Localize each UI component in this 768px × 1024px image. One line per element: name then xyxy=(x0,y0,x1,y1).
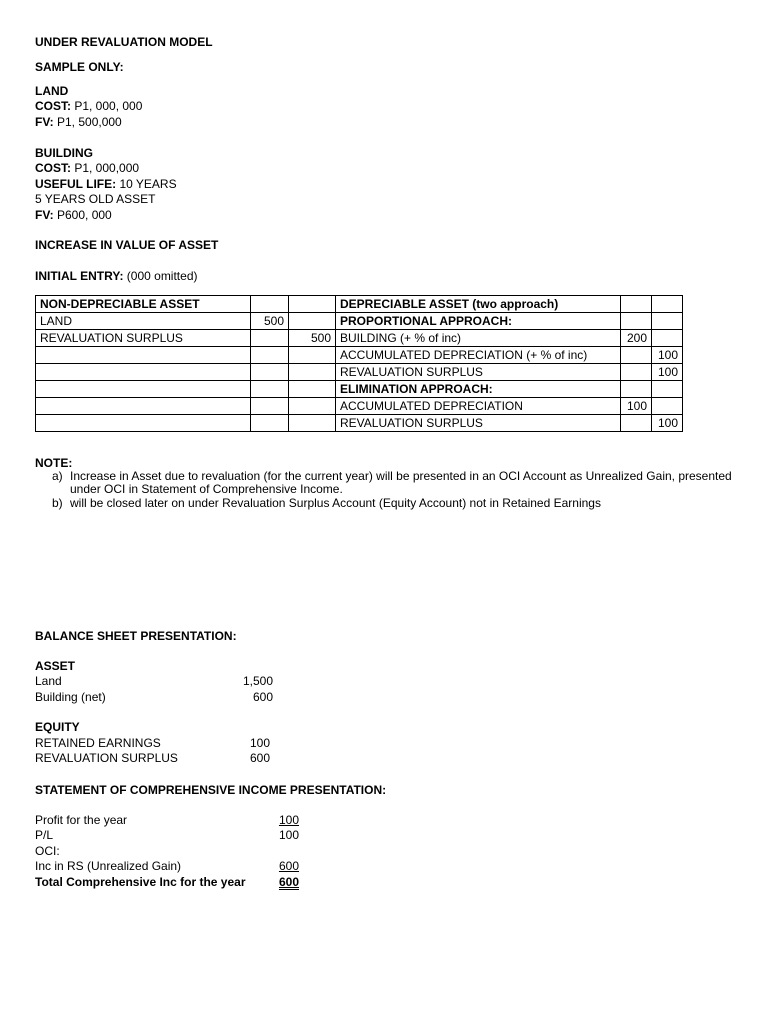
table-cell-cr2 xyxy=(652,381,683,398)
inc-rs-label: Inc in RS (Unrealized Gain) xyxy=(35,859,182,873)
building-fv-line xyxy=(35,208,112,223)
table-cell-dr2 xyxy=(621,296,652,313)
table-cell-left xyxy=(36,364,251,381)
table-cell-left xyxy=(36,347,251,364)
total-comprehensive-amount: 600 xyxy=(278,875,299,889)
table-cell-dr2 xyxy=(621,364,652,381)
land-fv-line xyxy=(35,115,122,130)
oci-label: OCI: xyxy=(35,844,60,858)
building-useful-life-line xyxy=(35,177,177,192)
table-cell-dr2: 200 xyxy=(621,330,652,347)
note-marker: a) xyxy=(52,469,63,483)
table-cell-cr2 xyxy=(652,398,683,415)
building-cost-value: P1, 000,000 xyxy=(71,161,140,175)
table-cell-cr1 xyxy=(289,364,336,381)
table-cell-dr1 xyxy=(251,296,289,313)
table-row xyxy=(36,330,683,347)
table-cell-left xyxy=(36,415,251,432)
building-fv-value: P600, 000 xyxy=(53,208,112,222)
table-cell-dr1 xyxy=(251,381,289,398)
document-subtitle: SAMPLE ONLY: xyxy=(35,60,124,74)
table-cell-cr1 xyxy=(289,296,336,313)
initial-entry-note: (000 omitted) xyxy=(123,269,198,283)
table-cell-cr1 xyxy=(289,381,336,398)
table-row xyxy=(36,364,683,381)
total-comprehensive-label: Total Comprehensive Inc for the year xyxy=(35,875,246,889)
sci-heading: STATEMENT OF COMPREHENSIVE INCOME PRESENTATION: xyxy=(35,783,387,797)
building-age: 5 YEARS OLD ASSET xyxy=(35,192,156,206)
table-cell-left: REVALUATION SURPLUS xyxy=(36,330,251,347)
table-cell-right: REVALUATION SURPLUS xyxy=(336,364,621,381)
table-cell-right: PROPORTIONAL APPROACH: xyxy=(336,313,621,330)
table-cell-left xyxy=(36,381,251,398)
table-cell-cr1 xyxy=(289,415,336,432)
building-fv-label: FV: xyxy=(35,208,54,222)
inc-rs-amount: 600 xyxy=(278,859,299,873)
note-heading: NOTE: xyxy=(35,456,73,470)
table-cell-dr2 xyxy=(621,347,652,364)
table-cell-cr2: 100 xyxy=(652,415,683,432)
land-cost-line xyxy=(35,99,142,114)
table-cell-cr2 xyxy=(652,330,683,347)
table-cell-dr1: 500 xyxy=(251,313,289,330)
equity-heading: EQUITY xyxy=(35,720,80,734)
table-cell-cr2 xyxy=(652,296,683,313)
profit-label: Profit for the year xyxy=(35,813,128,827)
table-row xyxy=(36,347,683,364)
land-cost-label: COST: xyxy=(35,99,71,113)
initial-entry-line xyxy=(35,269,198,284)
table-cell-dr2 xyxy=(621,381,652,398)
revaluation-surplus-label: REVALUATION SURPLUS xyxy=(35,751,178,765)
building-useful-life-value: 10 YEARS xyxy=(116,177,177,191)
building-cost-line xyxy=(35,161,139,176)
retained-earnings-amount: 100 xyxy=(249,736,270,750)
table-cell-left: NON-DEPRECIABLE ASSET xyxy=(36,296,251,313)
table-row xyxy=(36,296,683,313)
land-heading: LAND xyxy=(35,84,69,98)
table-cell-left xyxy=(36,398,251,415)
table-cell-dr1 xyxy=(251,415,289,432)
table-cell-cr1 xyxy=(289,347,336,364)
pl-amount: 100 xyxy=(278,828,299,842)
table-cell-dr1 xyxy=(251,364,289,381)
table-row xyxy=(36,381,683,398)
table-cell-cr1: 500 xyxy=(289,330,336,347)
table-cell-right: BUILDING (+ % of inc) xyxy=(336,330,621,347)
table-cell-right: REVALUATION SURPLUS xyxy=(336,415,621,432)
note-marker: b) xyxy=(52,496,63,510)
land-amount: 1,500 xyxy=(242,674,273,688)
balance-sheet-heading: BALANCE SHEET PRESENTATION: xyxy=(35,629,237,643)
table-cell-dr1 xyxy=(251,330,289,347)
table-cell-cr2 xyxy=(652,313,683,330)
increase-heading: INCREASE IN VALUE OF ASSET xyxy=(35,238,219,252)
retained-earnings-label: RETAINED EARNINGS xyxy=(35,736,161,750)
note-text: Increase in Asset due to revaluation (for the current year) will be presented in an OCI Account as Unrealized Gain, presented under OCI in Statement of Comprehensive Income. xyxy=(70,469,732,496)
land-label: Land xyxy=(35,674,62,688)
profit-amount: 100 xyxy=(278,813,299,827)
table-cell-cr2: 100 xyxy=(652,347,683,364)
table-cell-right: ELIMINATION APPROACH: xyxy=(336,381,621,398)
table-cell-right: ACCUMULATED DEPRECIATION (+ % of inc) xyxy=(336,347,621,364)
building-net-label: Building (net) xyxy=(35,690,106,704)
table-cell-cr1 xyxy=(289,313,336,330)
note-item xyxy=(52,470,732,496)
table-cell-dr2 xyxy=(621,415,652,432)
table-cell-right: DEPRECIABLE ASSET (two approach) xyxy=(336,296,621,313)
table-row xyxy=(36,415,683,432)
revaluation-surplus-amount: 600 xyxy=(249,751,270,765)
table-cell-cr2: 100 xyxy=(652,364,683,381)
pl-label: P/L xyxy=(35,828,54,842)
table-cell-left: LAND xyxy=(36,313,251,330)
building-heading: BUILDING xyxy=(35,146,93,160)
land-fv-value: P1, 500,000 xyxy=(53,115,122,129)
building-useful-life-label: USEFUL LIFE: xyxy=(35,177,117,191)
building-cost-label: COST: xyxy=(35,161,71,175)
table-cell-dr2 xyxy=(621,313,652,330)
table-cell-right: ACCUMULATED DEPRECIATION xyxy=(336,398,621,415)
note-list xyxy=(52,470,732,511)
land-cost-value: P1, 000, 000 xyxy=(71,99,143,113)
table-row xyxy=(36,398,683,415)
building-net-amount: 600 xyxy=(252,690,273,704)
note-text: will be closed later on under Revaluation Surplus Account (Equity Account) not in Retained Earnings xyxy=(70,496,601,510)
document-title: UNDER REVALUATION MODEL xyxy=(35,35,213,49)
table-cell-dr2: 100 xyxy=(621,398,652,415)
table-cell-dr1 xyxy=(251,398,289,415)
asset-heading: ASSET xyxy=(35,659,76,673)
note-item xyxy=(52,497,732,510)
journal-entry-table xyxy=(35,295,683,432)
table-cell-cr1 xyxy=(289,398,336,415)
initial-entry-label: INITIAL ENTRY: xyxy=(35,269,124,283)
land-fv-label: FV: xyxy=(35,115,54,129)
table-row xyxy=(36,313,683,330)
table-cell-dr1 xyxy=(251,347,289,364)
